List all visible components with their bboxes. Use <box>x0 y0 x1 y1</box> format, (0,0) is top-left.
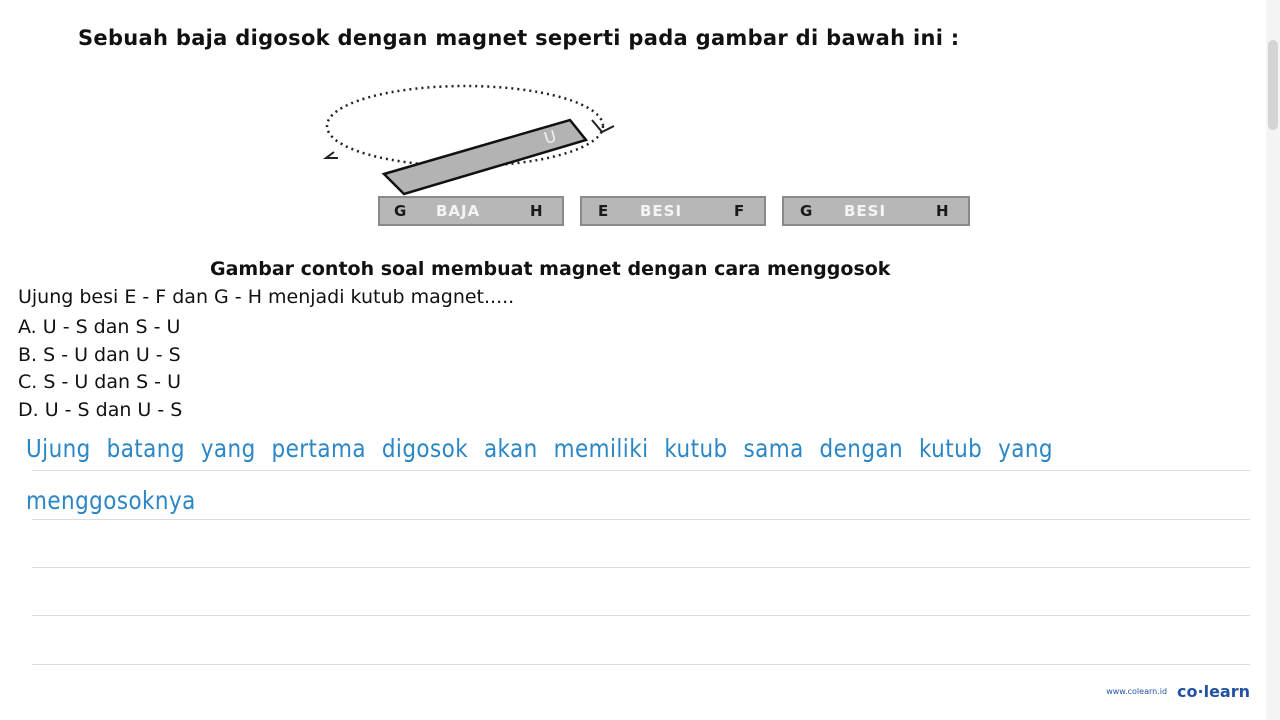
bar-baja <box>378 196 564 226</box>
option-a: A. U - S dan S - U <box>18 316 181 338</box>
bar-besi-ef-name: BESI <box>640 202 683 220</box>
figure-caption: Gambar contoh soal membuat magnet dengan cara menggosok <box>210 258 891 280</box>
magnet-bar <box>384 120 586 194</box>
bar-besi-gh-right-end: H <box>936 202 949 220</box>
bar-besi-gh-name: BESI <box>844 202 887 220</box>
note-line-1: Ujung batang yang pertama digosok akan memiliki kutub sama dengan kutub yang <box>26 434 1053 463</box>
answer-options <box>18 314 182 424</box>
bar-besi-ef-left-end: E <box>598 202 609 220</box>
magnet-figure <box>320 78 980 238</box>
bar-besi-ef <box>580 196 766 226</box>
note-rule <box>32 664 1250 665</box>
handwritten-notes <box>0 420 1280 680</box>
bar-besi-gh <box>782 196 970 226</box>
question-title: Sebuah baja digosok dengan magnet seperti pada gambar di bawah ini : <box>78 26 960 50</box>
note-rule <box>32 615 1250 616</box>
colearn-logo: co·learn <box>1177 682 1250 701</box>
scrollbar[interactable] <box>1266 0 1280 720</box>
magnet-pole-label: U <box>541 126 559 148</box>
note-rule <box>32 519 1250 520</box>
note-rule <box>32 567 1250 568</box>
bar-baja-right-end: H <box>530 202 543 220</box>
bar-besi-ef-right-end: F <box>734 202 745 220</box>
option-c: C. S - U dan S - U <box>18 371 181 393</box>
option-b: B. S - U dan U - S <box>18 343 181 366</box>
note-line-2: menggosoknya <box>26 486 196 515</box>
bar-baja-left-end: G <box>394 202 407 220</box>
scrollbar-thumb[interactable] <box>1268 40 1278 130</box>
bar-baja-name: BAJA <box>436 202 481 220</box>
arrow-left-icon <box>326 152 338 158</box>
question-text: Ujung besi E - F dan G - H menjadi kutub magnet..... <box>18 286 515 308</box>
bar-besi-gh-left-end: G <box>800 202 813 220</box>
footer-url[interactable]: www.colearn.id <box>1106 687 1168 696</box>
footer-brand <box>1106 682 1250 701</box>
magnet-rubbing-diagram <box>320 78 980 198</box>
note-rule <box>32 470 1250 471</box>
option-d: D. U - S dan U - S <box>18 398 183 421</box>
